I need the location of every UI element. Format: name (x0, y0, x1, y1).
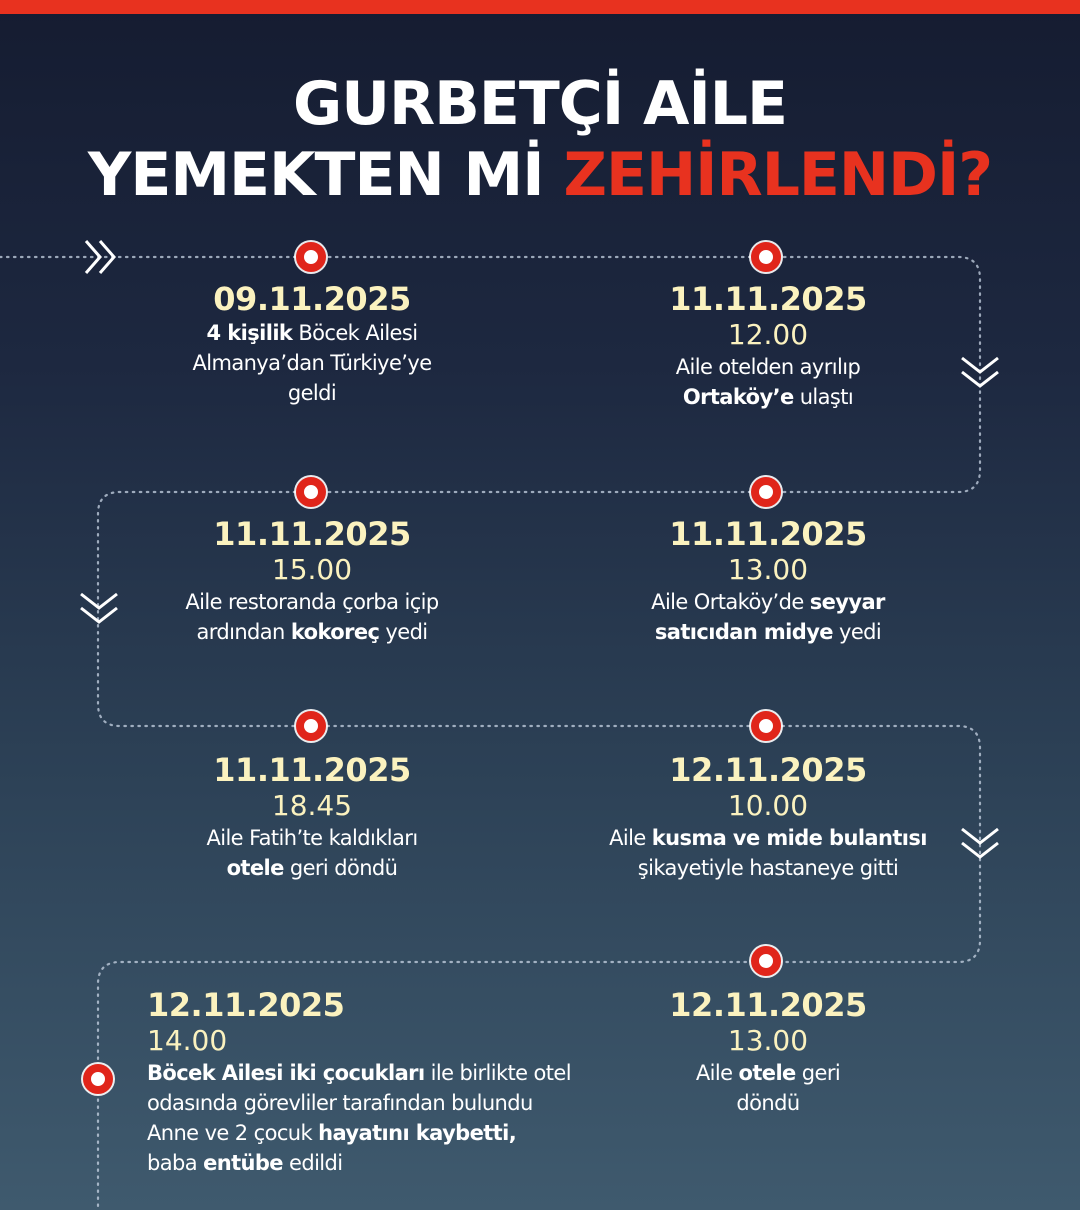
body-text: Anne ve 2 çocuk (147, 1121, 319, 1145)
timeline-event (548, 280, 988, 412)
event-description-line (548, 382, 988, 412)
event-description (92, 587, 532, 647)
event-date: 09.11.2025 (213, 280, 411, 318)
event-time: 14.00 (147, 1024, 228, 1057)
highlight-text: hayatını kaybetti, (318, 1121, 517, 1145)
event-description-line (92, 587, 532, 617)
event-description-line (147, 1088, 607, 1118)
event-description (548, 352, 988, 412)
body-text: Aile restoranda çorba içip (185, 590, 439, 614)
event-date: 12.11.2025 (669, 986, 867, 1024)
event-description (548, 823, 988, 883)
body-text: geri döndü (283, 856, 398, 880)
event-description-line (548, 1058, 988, 1088)
timeline-event (92, 280, 532, 408)
highlight-text: satıcıdan midye (654, 620, 833, 644)
body-text: Aile Ortaköy’de (651, 590, 810, 614)
red-circle-marker-icon (296, 477, 326, 507)
highlight-text: otele (226, 856, 284, 880)
event-description (548, 1058, 988, 1118)
highlight-text: kokoreç (290, 620, 380, 644)
event-description-line (92, 318, 532, 348)
event-description-line (548, 853, 988, 883)
event-time: 10.00 (727, 789, 809, 822)
body-text: geldi (287, 381, 337, 405)
timeline-event (548, 515, 988, 647)
body-text: Aile (695, 1061, 739, 1085)
event-description-line (147, 1118, 607, 1148)
body-text: baba (147, 1151, 204, 1175)
event-description (92, 318, 532, 408)
red-circle-marker-icon (751, 242, 781, 272)
event-time: 18.45 (271, 789, 353, 822)
body-text: yedi (832, 620, 882, 644)
body-text: edildi (282, 1151, 343, 1175)
title-red-part: ZEHİRLENDİ? (563, 140, 993, 210)
red-circle-marker-icon (751, 946, 781, 976)
event-description-line (92, 378, 532, 408)
body-text: Aile otelden ayrılıp (675, 355, 861, 379)
highlight-text: 4 kişilik (206, 321, 293, 345)
event-description (548, 587, 988, 647)
event-description (92, 823, 532, 883)
timeline-event (147, 986, 607, 1178)
red-circle-marker-icon (751, 711, 781, 741)
timeline-event (92, 515, 532, 647)
highlight-text: seyyar (809, 590, 885, 614)
timeline-event (548, 751, 988, 883)
highlight-text: kusma ve mide bulantısı (651, 826, 927, 850)
event-description-line (92, 617, 532, 647)
body-text: döndü (736, 1091, 800, 1115)
body-text: ardından (196, 620, 291, 644)
event-date: 11.11.2025 (213, 515, 411, 553)
event-description-line (548, 617, 988, 647)
timeline-event (548, 986, 988, 1118)
timeline-event (92, 751, 532, 883)
event-time: 15.00 (271, 553, 353, 586)
event-date: 12.11.2025 (147, 986, 345, 1024)
event-time: 13.00 (727, 1024, 809, 1057)
double-chevron-right-icon (80, 237, 124, 277)
red-circle-marker-icon (83, 1064, 113, 1094)
event-description-line (548, 587, 988, 617)
body-text: odasında görevliler tarafından bulundu (147, 1091, 533, 1115)
highlight-text: Böcek Ailesi iki çocukları (147, 1061, 425, 1085)
event-description-line (548, 352, 988, 382)
body-text: Böcek Ailesi (292, 321, 418, 345)
event-description-line (92, 823, 532, 853)
body-text: ile birlikte otel (424, 1061, 571, 1085)
event-date: 11.11.2025 (213, 751, 411, 789)
body-text: Almanya’dan Türkiye’ye (192, 351, 432, 375)
event-description-line (548, 823, 988, 853)
title-white-part: YEMEKTEN Mİ (87, 140, 564, 210)
event-description-line (548, 1088, 988, 1118)
event-time: 13.00 (727, 553, 809, 586)
body-text: yedi (379, 620, 428, 644)
red-circle-marker-icon (751, 477, 781, 507)
body-text: geri (795, 1061, 841, 1085)
highlight-text: Ortaköy’e (682, 385, 794, 409)
red-circle-marker-icon (296, 242, 326, 272)
event-description-line (147, 1148, 607, 1178)
body-text: şikayetiyle hastaneye gitti (637, 856, 899, 880)
event-description-line (92, 348, 532, 378)
event-date: 11.11.2025 (669, 280, 867, 318)
event-description (147, 1058, 607, 1178)
event-description-line (92, 853, 532, 883)
event-time: 12.00 (727, 318, 809, 351)
body-text: ulaştı (793, 385, 854, 409)
body-text: Aile Fatih’te kaldıkları (206, 826, 418, 850)
highlight-text: otele (738, 1061, 796, 1085)
red-circle-marker-icon (296, 711, 326, 741)
event-date: 11.11.2025 (669, 515, 867, 553)
body-text: Aile (609, 826, 652, 850)
event-description-line (147, 1058, 607, 1088)
event-date: 12.11.2025 (669, 751, 867, 789)
page-title-line1: GURBETÇİ AİLE (292, 69, 788, 139)
highlight-text: entübe (203, 1151, 283, 1175)
